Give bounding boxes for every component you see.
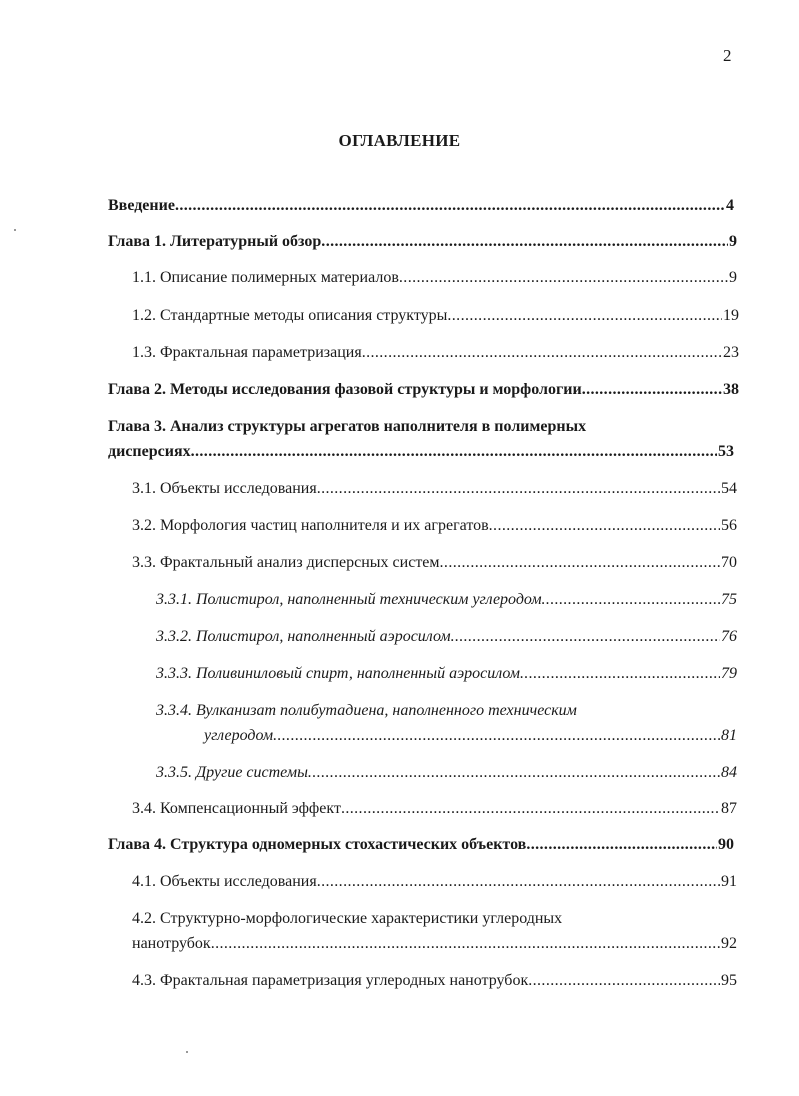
toc-entry-page: 70 [721,554,737,571]
toc-entry-4-3 [132,971,737,991]
toc-entry-page: 9 [729,233,737,250]
toc-entry-page: 79 [721,665,737,682]
dot-leader [526,835,717,855]
toc-entry-page: 92 [721,935,737,952]
toc-entry-label: 4.3. Фрактальная параметризация углеродных нанотрубок [132,972,529,989]
toc-entry-label: Введение [108,197,175,214]
dot-leader [317,479,720,499]
toc-entry-page: 9 [729,269,737,286]
toc-entry-page: 91 [721,873,737,890]
dot-leader [308,763,720,783]
toc-entry-page: 38 [723,381,739,398]
toc-entry-label: 3.3.5. Другие системы [156,764,308,781]
dot-leader [451,627,720,647]
dot-leader [317,872,720,892]
toc-entry-3-3-2 [156,627,737,647]
toc-entry-chapter-1 [108,232,737,252]
toc-entry-label: 1.2. Стандартные методы описания структуры [132,307,448,324]
toc-entry-label: углеродом [204,727,274,744]
toc-entry-3-2 [132,516,737,536]
toc-entry-label: 3.3. Фрактальный анализ дисперсных систем [132,554,440,571]
toc-title: ОГЛАВЛЕНИЕ [338,131,461,150]
toc-entry-chapter-3 [108,442,734,462]
toc-entry-chapter-4 [108,835,734,855]
toc-entry-label: 1.1. Описание полимерных материалов [132,269,399,286]
toc-entry-page: 95 [721,972,737,989]
toc-entry-page: 53 [718,443,734,460]
toc-entry-introduction [108,196,734,216]
toc-entry-page: 75 [721,591,737,608]
toc-entry-page: 84 [721,764,737,781]
toc-entry-4-2 [132,934,737,954]
page-number: 2 [723,46,732,65]
toc-entry-3-3-4 [204,726,737,746]
toc-entry-4-2-line-1: 4.2. Структурно-морфологические характеристики углеродных [132,910,563,927]
dot-leader [341,799,720,819]
dot-leader [175,196,725,216]
toc-entry-3-3-5 [156,763,737,783]
dot-leader [399,268,728,288]
toc-entry-3-3-3 [156,664,737,684]
dot-leader [447,306,722,326]
toc-entry-label: 3.3.1. Полистирол, наполненный техническим углеродом [156,591,542,608]
dot-leader [273,726,720,746]
toc-entry-label: дисперсиях [108,443,191,460]
dot-leader [489,516,720,536]
toc-entry-3-3-4-line-1: 3.3.4. Вулканизат полибутадиена, наполненного техническим [156,702,577,719]
dot-leader [440,553,720,573]
toc-entry-label: 3.1. Объекты исследования [132,480,317,497]
dot-leader [528,971,720,991]
scan-speck [14,229,16,231]
dot-leader [211,934,720,954]
toc-entry-page: 56 [721,517,737,534]
toc-entry-page: 90 [718,836,734,853]
toc-entry-label: 3.3.3. Поливиниловый спирт, наполненный аэросилом [156,665,521,682]
scan-speck [186,1051,188,1053]
dot-leader [191,442,717,462]
toc-entry-chapter-3-line-1: Глава 3. Анализ структуры агрегатов наполнителя в полимерных [108,418,587,435]
toc-entry-page: 81 [721,727,737,744]
toc-entry-label: 3.2. Морфология частиц наполнителя и их агрегатов [132,517,489,534]
toc-entry-1-2 [132,306,739,326]
toc-entry-label: нанотрубок [132,935,211,952]
toc-entry-page: 87 [721,800,737,817]
dot-leader [520,664,720,684]
dot-leader [321,232,728,252]
toc-entry-label: 4.1. Объекты исследования [132,873,317,890]
toc-entry-chapter-2 [108,380,739,400]
toc-entry-page: 23 [723,344,739,361]
dot-leader [582,380,722,400]
toc-entry-label: 3.4. Компенсационный эффект [132,800,341,817]
dot-leader [542,590,720,610]
toc-entry-page: 19 [723,307,739,324]
toc-entry-page: 76 [721,628,737,645]
toc-entry-label: 1.3. Фрактальная параметризация [132,344,362,361]
dot-leader [362,343,722,363]
toc-entry-3-3 [132,553,737,573]
toc-entry-page: 4 [726,197,734,214]
toc-entry-3-3-1 [156,590,737,610]
toc-entry-4-1 [132,872,737,892]
toc-entry-label: 3.3.2. Полистирол, наполненный аэросилом [156,628,451,645]
toc-entry-label: Глава 4. Структура одномерных стохастических объектов [108,836,527,853]
toc-entry-3-1 [132,479,737,499]
toc-entry-3-4 [132,799,737,819]
toc-entry-1-1 [132,268,737,288]
toc-entry-1-3 [132,343,739,363]
toc-entry-label: Глава 2. Методы исследования фазовой структуры и морфологии [108,381,582,398]
toc-entry-label: Глава 1. Литературный обзор [108,233,322,250]
toc-entry-page: 54 [721,480,737,497]
